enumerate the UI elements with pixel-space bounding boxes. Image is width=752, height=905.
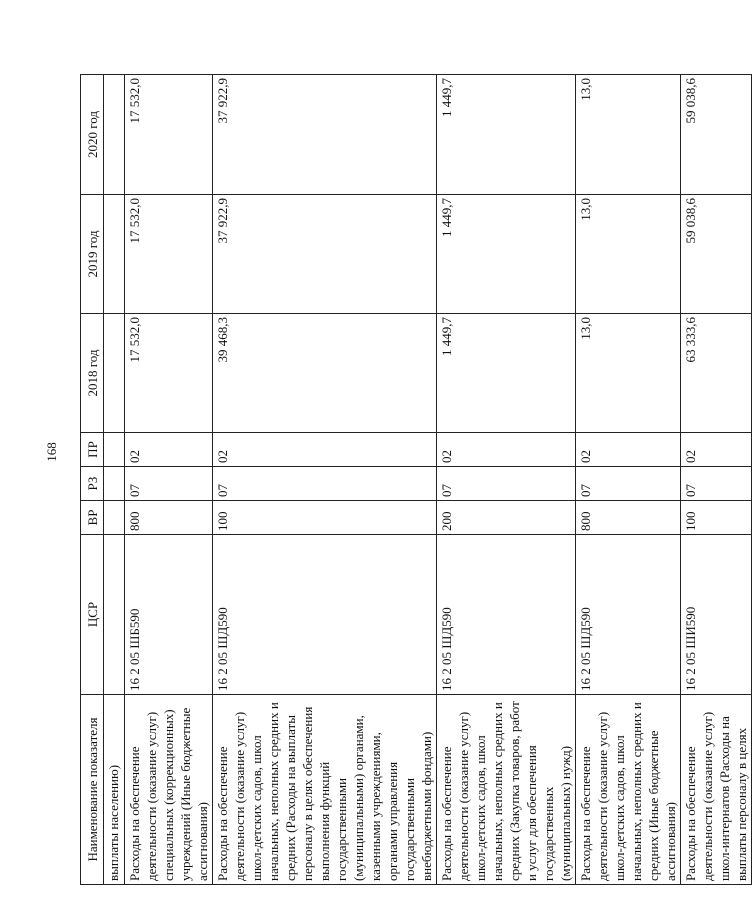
row-2020: 1 449,7 <box>437 75 576 195</box>
row-2020: 37 922,9 <box>213 75 437 195</box>
col-header-pr: ПР <box>81 433 104 467</box>
row-2019: 17 532,0 <box>125 195 213 314</box>
row-2020: 13,0 <box>576 75 681 195</box>
row-2018: 63 333,6 <box>681 314 752 433</box>
col-header-rz: РЗ <box>81 467 104 501</box>
row-pr: 02 <box>437 433 576 467</box>
continuation-text: выплаты населению) <box>104 695 125 885</box>
col-header-csr: ЦСР <box>81 535 104 695</box>
col-header-vr: ВР <box>81 501 104 535</box>
row-pr: 02 <box>213 433 437 467</box>
col-header-2020: 2020 год <box>81 75 104 195</box>
row-name: Расходы на обеспечение деятельности (оказание услуг) школ-детских садов, школ начальных, неполных средних и средних (Иные бюджетные ассигнования) <box>576 695 681 885</box>
budget-table <box>80 74 752 885</box>
row-csr: 16 2 05 ШД590 <box>576 535 681 695</box>
row-pr: 02 <box>576 433 681 467</box>
rotated-page <box>80 75 749 885</box>
row-pr: 02 <box>125 433 213 467</box>
row-2018: 13,0 <box>576 314 681 433</box>
row-vr: 800 <box>576 501 681 535</box>
table-row <box>576 75 681 885</box>
row-2018: 39 468,3 <box>213 314 437 433</box>
row-name: Расходы на обеспечение деятельности (оказание услуг) школ-интернатов (Расходы на выплаты персоналу в целях <box>681 695 752 885</box>
col-header-2019: 2019 год <box>81 195 104 314</box>
row-vr: 200 <box>437 501 576 535</box>
row-name: Расходы на обеспечение деятельности (оказание услуг) школ-детских садов, школ начальных, неполных средних и средних (Расходы на выплаты персоналу в целях обеспечения выполнения функций государственными (муниципальными) органами, казенными учреждениями, органами управления государственными внебюджетными фондами) <box>213 695 437 885</box>
row-rz: 07 <box>681 467 752 501</box>
col-header-2018: 2018 год <box>81 314 104 433</box>
row-2019: 1 449,7 <box>437 195 576 314</box>
row-2020: 59 038,6 <box>681 75 752 195</box>
row-name: Расходы на обеспечение деятельности (оказание услуг) специальных (коррекционных) учреждений (Иные бюджетные ассигнования) <box>125 695 213 885</box>
row-2019: 59 038,6 <box>681 195 752 314</box>
table-row <box>437 75 576 885</box>
row-csr: 16 2 05 ШД590 <box>213 535 437 695</box>
page-number: 168 <box>44 442 59 462</box>
row-rz: 07 <box>125 467 213 501</box>
row-csr: 16 2 05 ШИ590 <box>681 535 752 695</box>
row-2019: 13,0 <box>576 195 681 314</box>
row-csr: 16 2 05 ШБ590 <box>125 535 213 695</box>
row-vr: 100 <box>681 501 752 535</box>
row-2018: 17 532,0 <box>125 314 213 433</box>
row-vr: 100 <box>213 501 437 535</box>
col-header-name: Наименование показателя <box>81 695 104 885</box>
table-row <box>213 75 437 885</box>
row-rz: 07 <box>213 467 437 501</box>
table-row <box>125 75 213 885</box>
row-rz: 07 <box>437 467 576 501</box>
table-row <box>681 75 752 885</box>
row-2018: 1 449,7 <box>437 314 576 433</box>
row-pr: 02 <box>681 433 752 467</box>
continuation-row <box>104 75 125 885</box>
header-row <box>81 75 104 885</box>
row-name: Расходы на обеспечение деятельности (оказание услуг) школ-детских садов, школ начальных, неполных средних и средних (Закупка товаров, работ и услуг для обеспечения государственных (муниципальных) нужд) <box>437 695 576 885</box>
row-2020: 17 532,0 <box>125 75 213 195</box>
row-rz: 07 <box>576 467 681 501</box>
row-vr: 800 <box>125 501 213 535</box>
row-csr: 16 2 05 ШД590 <box>437 535 576 695</box>
row-2019: 37 922,9 <box>213 195 437 314</box>
